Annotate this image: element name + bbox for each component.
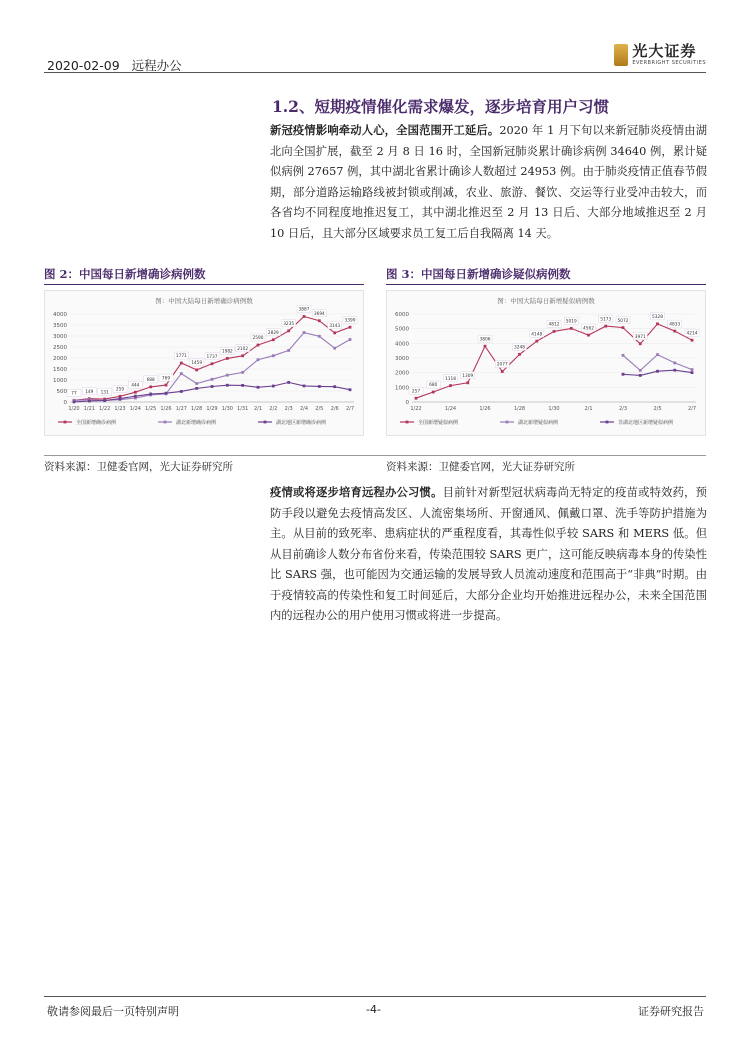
y-tick-label: 1000 <box>53 378 67 384</box>
data-point <box>226 357 229 360</box>
data-label: 3235 <box>283 322 295 328</box>
x-tick-label: 1/25 <box>145 406 157 412</box>
x-tick-label: 1/30 <box>548 406 560 412</box>
y-tick-label: 4000 <box>53 312 67 318</box>
logo-name: 光大证券 <box>632 42 697 60</box>
data-point <box>287 349 290 352</box>
data-point <box>211 362 214 365</box>
x-tick-label: 1/24 <box>129 406 141 412</box>
data-point <box>211 385 214 388</box>
data-label: 2077 <box>496 362 508 368</box>
data-point <box>88 400 91 403</box>
data-label: 1771 <box>175 354 187 360</box>
chart-daily-suspected <box>386 290 706 436</box>
x-tick-label: 2/2 <box>269 406 278 412</box>
legend-marker <box>406 421 409 424</box>
x-tick-label: 1/26 <box>160 406 172 412</box>
data-point <box>466 381 469 384</box>
data-point <box>272 354 275 357</box>
paragraph-1-lead: 新冠疫情影响牵动人心，全国范围开工延后。 <box>270 123 500 137</box>
data-point <box>180 390 183 393</box>
data-label: 1118 <box>445 376 456 382</box>
y-tick-label: 0 <box>405 400 409 406</box>
data-label: 1982 <box>221 349 233 355</box>
legend-marker <box>264 421 267 424</box>
x-tick-label: 1/26 <box>479 406 491 412</box>
x-tick-label: 1/22 <box>99 406 111 412</box>
data-point <box>622 326 625 329</box>
legend-marker <box>606 421 609 424</box>
data-label: 131 <box>100 390 109 396</box>
data-label: 4214 <box>686 331 698 337</box>
data-label: 149 <box>85 389 94 395</box>
data-point <box>195 387 198 390</box>
data-point <box>449 384 452 387</box>
data-label: 4562 <box>583 326 594 332</box>
x-tick-label: 2/5 <box>315 406 324 412</box>
data-point <box>349 388 352 391</box>
data-point <box>241 371 244 374</box>
data-point <box>272 385 275 388</box>
data-label: 77 <box>71 391 77 397</box>
data-label: 2590 <box>252 336 264 342</box>
paragraph-2-lead: 疫情或将逐步培育远程办公习惯。 <box>270 485 443 499</box>
chart-frame <box>387 291 706 436</box>
x-tick-label: 1/30 <box>221 406 233 412</box>
data-point <box>73 400 76 403</box>
y-tick-label: 500 <box>56 389 67 395</box>
chart-daily-suspected-svg <box>386 290 706 436</box>
data-point <box>149 393 152 396</box>
data-point <box>119 397 122 400</box>
data-point <box>656 370 659 373</box>
legend-label: 湖北地区新增确诊病例 <box>276 420 327 426</box>
data-point <box>349 338 352 341</box>
legend-marker <box>506 421 509 424</box>
x-tick-label: 1/28 <box>191 406 203 412</box>
paragraph-1 <box>270 120 707 244</box>
chart-daily-confirmed <box>44 290 364 436</box>
y-tick-label: 3500 <box>53 323 67 329</box>
y-tick-label: 6000 <box>395 312 409 318</box>
chart-title: 图：中国大陆每日新增确诊病例数 <box>155 297 253 305</box>
data-point <box>165 392 168 395</box>
y-tick-label: 3000 <box>395 356 409 362</box>
data-point <box>333 347 336 350</box>
data-point <box>303 385 306 388</box>
x-tick-label: 1/23 <box>114 406 126 412</box>
figure-2-title: 图 2：中国每日新增确诊病例数 <box>44 267 206 281</box>
data-point <box>149 385 152 388</box>
y-tick-label: 0 <box>63 400 67 406</box>
data-point <box>639 342 642 345</box>
data-label: 5019 <box>565 319 577 325</box>
legend-label: 全国新增确诊病例 <box>76 420 117 426</box>
figure-2-rule <box>44 284 364 285</box>
data-point <box>180 362 183 365</box>
data-label: 3248 <box>514 345 525 351</box>
data-point <box>241 384 244 387</box>
data-point <box>333 331 336 334</box>
x-tick-label: 2/3 <box>618 406 628 412</box>
data-label: 1737 <box>206 354 218 360</box>
data-point <box>673 330 676 333</box>
data-point <box>318 385 321 388</box>
legend-label: 全国新增疑似病例 <box>418 420 459 426</box>
data-point <box>318 335 321 338</box>
data-point <box>241 354 244 357</box>
data-point <box>318 319 321 322</box>
x-tick-label: 2/6 <box>330 406 339 412</box>
legend-marker <box>164 421 167 424</box>
x-tick-label: 2/1 <box>584 406 593 412</box>
data-point <box>673 362 676 365</box>
section-title: 1.2、短期疫情催化需求爆发，逐步培育用户习惯 <box>272 97 609 116</box>
header-rule <box>44 72 706 73</box>
data-point <box>195 369 198 372</box>
y-tick-label: 3000 <box>53 334 67 340</box>
footer-page-number: -4- <box>366 1003 381 1016</box>
figure-bottom-rule <box>44 455 706 456</box>
data-point <box>211 378 214 381</box>
data-label: 680 <box>429 383 438 389</box>
data-point <box>691 339 694 342</box>
y-tick-label: 1000 <box>395 385 409 392</box>
data-point <box>553 330 556 333</box>
x-tick-label: 2/1 <box>253 406 263 412</box>
data-point <box>226 384 229 387</box>
x-tick-label: 1/28 <box>513 406 526 412</box>
data-point <box>604 325 607 328</box>
data-point <box>287 329 290 332</box>
data-label: 259 <box>115 387 125 393</box>
data-point <box>622 373 625 376</box>
figure-2-source: 资料来源：卫健委官网，光大证券研究所 <box>44 461 233 473</box>
data-label: 5328 <box>652 315 663 321</box>
x-tick-label: 1/22 <box>410 406 422 412</box>
y-tick-label: 2000 <box>53 356 67 362</box>
data-point <box>484 345 487 348</box>
data-point <box>134 395 137 398</box>
data-point <box>226 374 229 377</box>
data-label: 3971 <box>634 334 646 340</box>
data-label: 3887 <box>298 307 310 313</box>
data-label: 444 <box>131 383 140 389</box>
footer-rule <box>44 996 706 997</box>
x-tick-label: 1/27 <box>175 406 187 412</box>
header-date: 2020-02-09 <box>47 58 120 73</box>
chart-daily-confirmed-svg <box>44 290 364 436</box>
data-label: 5072 <box>617 318 629 324</box>
paragraph-2 <box>270 482 707 627</box>
data-point <box>349 326 352 329</box>
data-label: 769 <box>161 376 171 382</box>
y-tick-label: 2500 <box>53 345 67 351</box>
logo-mark-icon <box>614 44 628 66</box>
data-point <box>691 371 694 374</box>
data-point <box>303 315 306 318</box>
data-point <box>656 322 659 325</box>
data-point <box>303 331 306 334</box>
data-label: 5173 <box>600 317 612 323</box>
x-tick-label: 1/29 <box>206 406 218 412</box>
data-label: 4833 <box>669 322 681 328</box>
y-tick-label: 2000 <box>395 370 409 377</box>
data-label: 4812 <box>548 322 560 328</box>
data-point <box>587 334 590 337</box>
y-tick-label: 4000 <box>395 341 409 348</box>
figure-3-source: 资料来源：卫健委官网，光大证券研究所 <box>386 461 575 473</box>
data-label: 4148 <box>531 332 543 338</box>
data-label: 3806 <box>479 337 491 343</box>
y-tick-label: 1500 <box>53 367 67 373</box>
data-point <box>518 353 521 356</box>
paragraph-2-body: 目前针对新型冠状病毒尚无特定的疫苗或特效药，预防手段以避免去疫情高发区、人流密集场所、开窗通风、佩戴口罩、洗手等防护措施为主。从目前的致死率、患病症状的严重程度看，其毒性似乎较 SARS 和 MERS 低。但从目前确诊人数分布省份来看，传染范围较 SARS 更广，这可能反映病毒本身的传染性比 SARS 强，也可能因为交通运输的发展导致人员流动速度和范围高于“非典”时期。由于疫情较高的传染性和复工时间延后，大部分企业均开始推进远程办公，未来全国范围内的远程办公的用户使用习惯或将进一步提高。 <box>270 486 707 622</box>
figure-3-rule <box>386 284 706 285</box>
figure-3-title: 图 3：中国每日新增确诊疑似病例数 <box>386 267 571 281</box>
data-point <box>622 354 625 357</box>
x-tick-label: 2/7 <box>687 406 697 412</box>
data-label: 1309 <box>462 374 474 380</box>
legend-label: 湖北新增疑似病例 <box>518 420 559 426</box>
data-point <box>257 344 260 347</box>
data-point <box>415 397 418 400</box>
data-label: 1459 <box>191 361 203 367</box>
header-category: 远程办公 <box>131 58 182 73</box>
x-tick-label: 2/3 <box>284 406 293 412</box>
data-point <box>432 391 435 394</box>
data-point <box>165 384 168 387</box>
company-logo <box>614 44 706 66</box>
data-point <box>639 374 642 377</box>
data-point <box>180 372 183 375</box>
data-point <box>195 382 198 385</box>
logo-english: EVERBRIGHT SECURITIES <box>632 60 706 66</box>
x-tick-label: 1/20 <box>68 406 80 412</box>
data-point <box>691 368 694 371</box>
x-tick-label: 2/5 <box>653 406 662 412</box>
data-label: 257 <box>411 389 421 395</box>
data-point <box>501 370 504 373</box>
data-point <box>257 386 260 389</box>
data-point <box>333 385 336 388</box>
data-label: 688 <box>146 378 155 384</box>
data-point <box>103 399 106 402</box>
data-point <box>656 353 659 356</box>
data-label: 2102 <box>237 346 249 352</box>
legend-label: 湖北新增确诊病例 <box>176 420 217 426</box>
x-tick-label: 1/24 <box>444 406 457 412</box>
data-label: 3399 <box>344 318 356 324</box>
data-point <box>639 369 642 372</box>
data-point <box>535 340 538 343</box>
data-label: 3694 <box>313 311 325 317</box>
data-point <box>257 358 260 361</box>
x-tick-label: 2/4 <box>299 406 309 412</box>
footer-report-type: 证券研究报告 <box>638 1005 704 1018</box>
x-tick-label: 1/31 <box>237 406 249 412</box>
x-tick-label: 2/7 <box>345 406 355 412</box>
paragraph-1-body: 2020 年 1 月下旬以来新冠肺炎疫情由湖北向全国扩展，截至 2 月 8 日 16 时，全国新冠肺炎累计确诊病例 34640 例，累计疑似病例 27657 例，其中湖北省累计确诊人数超过 24953 例。由于肺炎疫情正值春节假期，部分道路运输路线被封锁或削减，农业、旅游、餐饮、交运等行业受冲击较大，而各省均不同程度地推迟复工，其中湖北推迟至 2 月 13 日后、大部分地域推迟至 2 月 10 日后，且大部分区域要求员工复工后自我隔离 14 天。 <box>270 124 707 240</box>
data-point <box>673 369 676 372</box>
data-label: 2829 <box>267 330 279 336</box>
chart-title: 图：中国大陆每日新增疑似病例数 <box>497 297 595 305</box>
data-label: 3143 <box>329 324 341 330</box>
data-point <box>570 327 573 330</box>
legend-label: 非湖北地区新增疑似病例 <box>618 420 674 426</box>
data-point <box>134 391 137 394</box>
data-point <box>272 338 275 341</box>
x-tick-label: 1/21 <box>83 406 95 412</box>
data-point <box>287 381 290 384</box>
y-tick-label: 5000 <box>395 326 409 333</box>
footer-disclaimer: 敬请参阅最后一页特别声明 <box>47 1005 179 1018</box>
legend-marker <box>64 421 67 424</box>
